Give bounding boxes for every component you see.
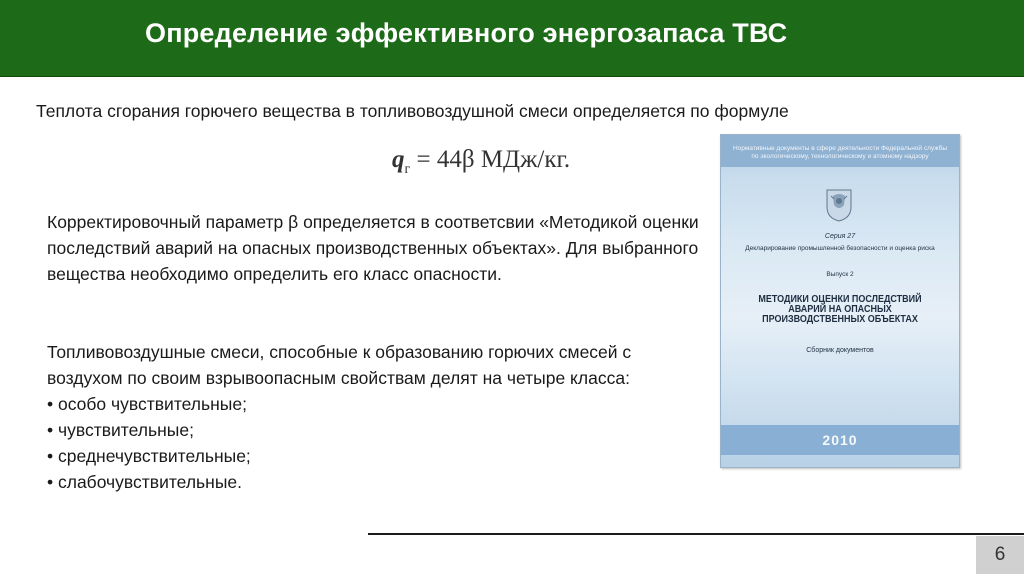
book-header-text: Нормативные документы в сфере деятельности Федеральной службы по экологическому, технологическому и атомному надзору <box>732 145 948 160</box>
book-year: 2010 <box>822 432 858 448</box>
book-series: Серия 27 <box>824 233 856 240</box>
slide-title: Определение эффективного энергозапаса ТВС <box>145 18 788 48</box>
class-bullet: • слабочувствительные. <box>47 472 242 492</box>
classes-intro: Топливовоздушные смеси, способные к образованию горючих смесей с воздухом по своим взрывоопасным свойствам делят на четыре класса: <box>47 342 632 388</box>
book-issue: Выпуск 2 <box>826 271 854 278</box>
class-bullet: • среднечувствительные; <box>47 446 251 466</box>
paragraph-mixture-classes <box>47 339 707 495</box>
book-subtitle: Декларирование промышленной безопасности и оценка риска <box>745 245 935 252</box>
lead-text: Теплота сгорания горючего вещества в топливовоздушной смеси определяется по формуле <box>36 101 789 121</box>
heat-formula <box>392 146 570 178</box>
book-title: МЕТОДИКИ ОЦЕНКИ ПОСЛЕДСТВИЙ АВАРИЙ НА ОПАСНЫХ ПРОИЗВОДСТВЕННЫХ ОБЪЕКТАХ <box>758 294 922 325</box>
formula-symbol: q <box>392 146 405 173</box>
title-bar <box>0 0 1024 77</box>
paragraph-beta-parameter: Корректировочный параметр β определяется в соответсвии «Методикой оценки последствий аварий на опасных производственных объектах». Для выбранного вещества необходимо определить его класс опасности. <box>47 212 699 284</box>
book-cover-image <box>720 134 960 468</box>
footer-divider <box>368 533 1024 535</box>
class-bullet: • чувствительные; <box>47 420 194 440</box>
class-bullet: • особо чувствительные; <box>47 394 247 414</box>
page-number: 6 <box>994 544 1006 565</box>
coat-of-arms-icon <box>823 187 855 223</box>
formula-subscript: г <box>404 162 411 177</box>
formula-expression: = 44β МДж/кг. <box>410 146 571 173</box>
book-collection: Сборник документов <box>806 347 874 354</box>
